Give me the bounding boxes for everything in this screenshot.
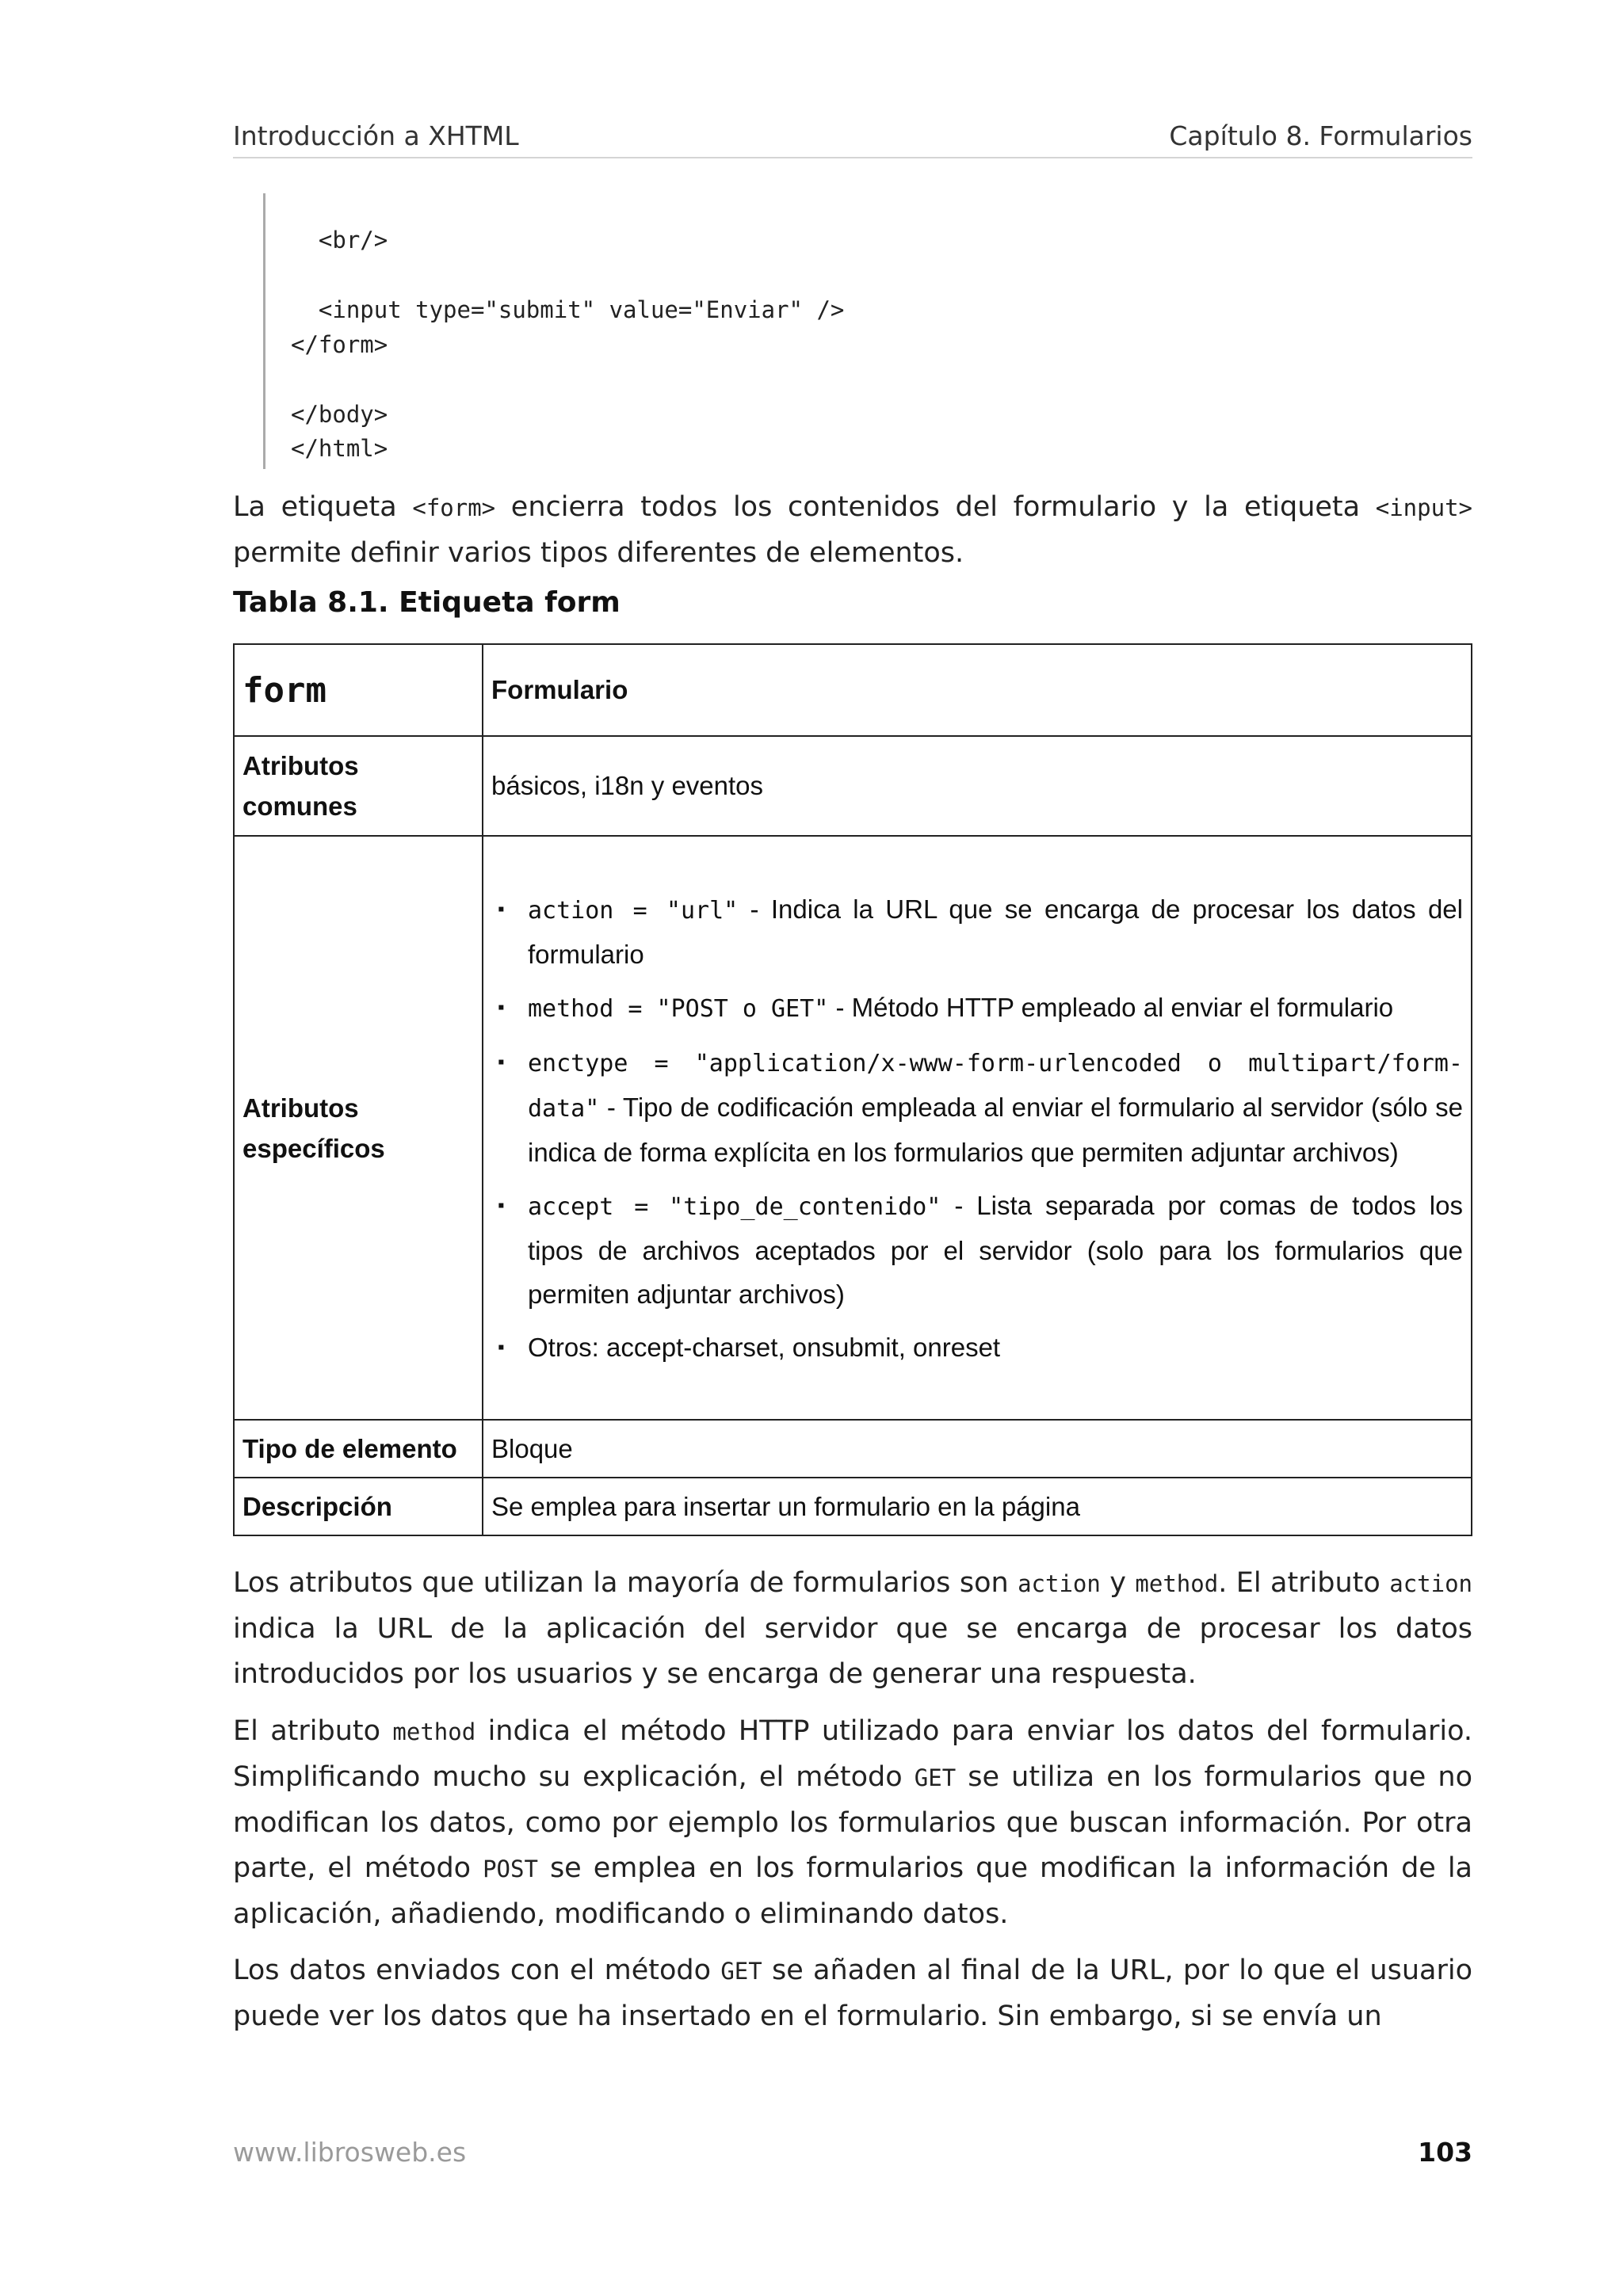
attribute-description: - Indica la URL que se encarga de procesar los datos del formulario [528,894,1463,969]
table-row [234,1420,1472,1478]
attribute-description: - Tipo de codificación empleada al enviar el formulario al servidor (sólo se indica de forma explícita en los formularios que permiten adjuntar archivos) [528,1092,1463,1167]
book-page [233,0,1472,2296]
bullet-icon: ▪ [498,1051,505,1073]
attribute-description: - Lista separada por comas de todos los tipos de archivos aceptados por el servidor (solo para los formularios que permiten adjuntar archivos) [528,1190,1463,1309]
row-label: Descripción [234,1478,483,1535]
text: Los atributos que utilizan la mayoría de formularios son [233,1567,1018,1599]
attribute-code: accept = "tipo_de_contenido" [528,1192,941,1221]
text: y [1100,1567,1136,1599]
bullet-icon: ▪ [498,898,505,920]
inline-code: method [1135,1570,1219,1597]
inline-code: action [1389,1570,1472,1597]
text: indica la URL de la aplicación del servidor que se encarga de procesar los datos introducidos por los usuarios y se encarga de generar una respuesta. [233,1613,1472,1690]
text: permite definir varios tipos diferentes de elementos. [233,537,964,569]
table-caption: Tabla 8.1. Etiqueta form [233,586,621,619]
text: se emplea en los formularios que modifican la información de la aplicación, añadiendo, modificando o eliminando datos. [233,1852,1472,1930]
text: La etiqueta [233,491,413,523]
list-item [491,986,1463,1031]
text: . El atributo [1218,1567,1390,1599]
footer-url: www.librosweb.es [233,2137,467,2168]
text: se utiliza en los formularios que no modifican los datos, como por ejemplo los formularios que buscan información. Por otra parte, el método [233,1761,1472,1884]
attribute-description: - Método HTTP empleado al enviar el formulario [828,992,1394,1022]
table-row [234,736,1472,836]
row-label: Tipo de elemento [234,1420,483,1478]
code-line: <input type="submit" value="Enviar" /> [291,296,845,323]
table-header-row [234,644,1472,736]
tag-name: form [242,669,327,711]
label-line: Atributos [242,1093,359,1123]
attribute-list [491,887,1463,1369]
paragraph-form-intro [233,485,1472,576]
text: se añaden al final de la URL, por lo que el usuario puede ver los datos que ha insertado en el formulario. Sin embargo, si se envía un [233,1955,1473,2032]
row-value: básicos, i18n y eventos [483,736,1472,836]
code-line: </body> [291,401,388,428]
attribute-code: method = "POST o GET" [528,994,829,1023]
text: encierra todos los contenidos del formulario y la etiqueta [495,491,1376,523]
chapter-title: Capítulo 8. Formularios [1169,120,1472,151]
book-title: Introducción a XHTML [233,120,519,151]
code-listing [263,193,1216,469]
paragraph-action-method [233,1561,1472,1697]
running-header [233,116,1472,158]
text: indica el método HTTP utilizado para enviar los datos del formulario. Simplificando mucho su explicación, el método [233,1715,1472,1793]
paragraph-method [233,1709,1472,1937]
table-row [234,836,1472,1420]
page-number: 103 [1418,2137,1472,2168]
attribute-description: Otros: accept-charset, onsubmit, onreset [528,1332,1001,1362]
row-value: Bloque [483,1420,1472,1478]
list-item [491,1325,1463,1369]
form-reference-table [233,643,1472,1536]
inline-code: action [1018,1570,1101,1597]
tag-name-cell [234,644,483,736]
row-label [234,836,483,1420]
inline-code: GET [914,1764,957,1791]
inline-code: <input> [1375,494,1472,521]
label-line: comunes [242,791,357,821]
bullet-icon: ▪ [498,996,505,1018]
row-value: Se emplea para insertar un formulario en la página [483,1478,1472,1535]
inline-code: <form> [412,494,496,521]
table-row [234,1478,1472,1535]
bullet-icon: ▪ [498,1194,505,1216]
paragraph-get [233,1948,1472,2039]
text: Los datos enviados con el método [233,1955,721,1986]
inline-code: method [392,1718,476,1745]
row-value [483,836,1472,1420]
inline-code: POST [483,1855,538,1882]
text: El atributo [233,1715,393,1747]
code-line: <br/> [291,227,388,254]
tag-description: Formulario [483,644,1472,736]
label-line: Atributos [242,751,359,780]
code-line: </form> [291,331,388,358]
list-item [491,1040,1463,1174]
bullet-icon: ▪ [498,1336,505,1358]
label-line: específicos [242,1133,385,1163]
list-item [491,887,1463,976]
attribute-code: enctype = "application/x-www-form-urlencoded o multipart/form-data" [528,1049,1463,1123]
inline-code: GET [720,1958,762,1985]
row-label [234,736,483,836]
code-line: </html> [291,435,388,462]
list-item [491,1184,1463,1316]
attribute-code: action = "url" [528,896,739,925]
